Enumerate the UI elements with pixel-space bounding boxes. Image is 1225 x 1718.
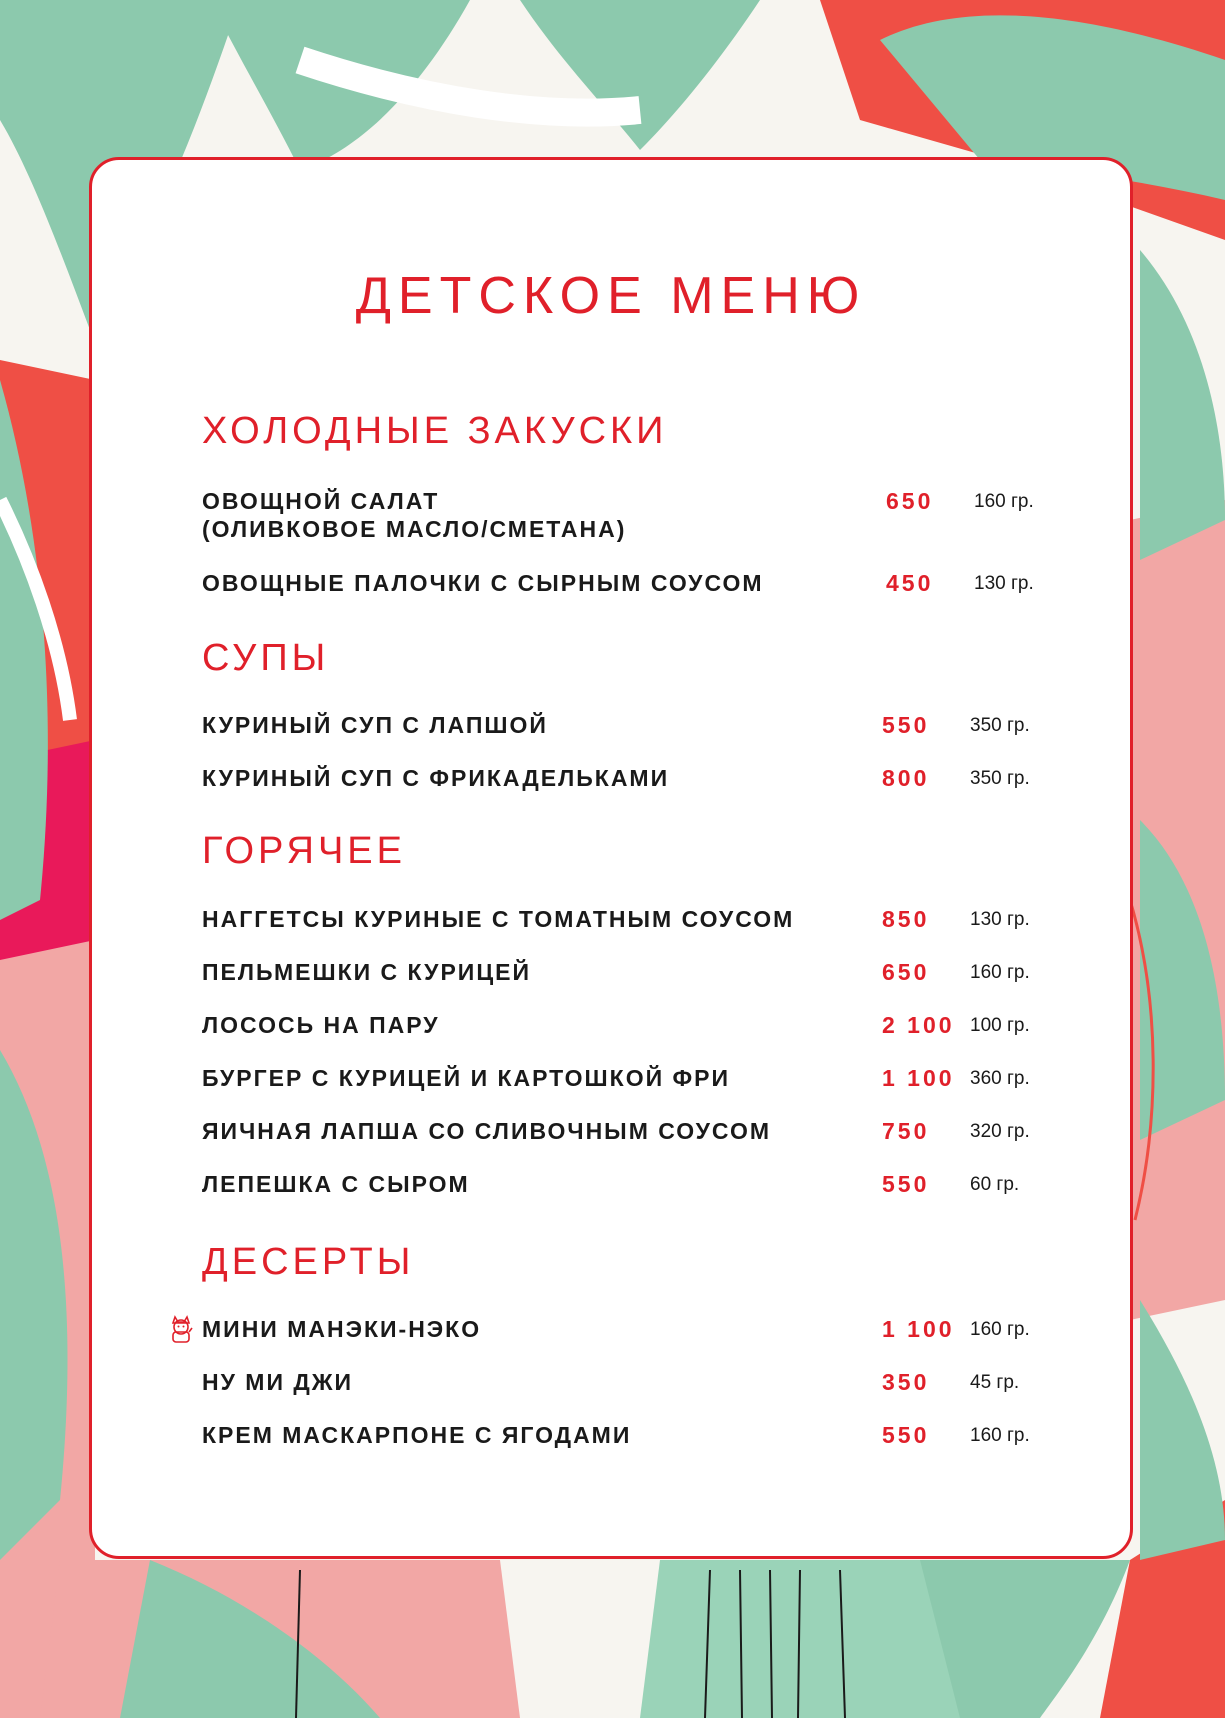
menu-item-name: ЯИЧНАЯ ЛАПША СО СЛИВОЧНЫМ СОУСОМ [202, 1118, 771, 1144]
menu-item-price: 1 100 [882, 1316, 955, 1342]
menu-item-name: НАГГЕТСЫ КУРИНЫЕ С ТОМАТНЫМ СОУСОМ [202, 906, 795, 932]
menu-item-price: 650 [882, 959, 930, 985]
menu-item-weight: 45 гр. [970, 1372, 1020, 1393]
menu-item-price: 550 [882, 712, 930, 738]
menu-item-price: 850 [882, 906, 930, 932]
menu-item-name: ОВОЩНОЙ САЛАТ [202, 488, 440, 514]
menu-item [202, 1064, 1042, 1104]
menu-item-name: КРЕМ МАСКАРПОНЕ С ЯГОДАМИ [202, 1422, 632, 1448]
menu-item [202, 1011, 1042, 1051]
menu-item-weight: 360 гр. [970, 1068, 1030, 1089]
menu-item [202, 764, 1042, 804]
menu-item-weight: 100 гр. [970, 1015, 1030, 1036]
menu-item-name-line2: (ОЛИВКОВОЕ МАСЛО/СМЕТАНА) [202, 516, 627, 542]
menu-item-weight: 350 гр. [970, 768, 1030, 789]
menu-item-name: БУРГЕР С КУРИЦЕЙ И КАРТОШКОЙ ФРИ [202, 1065, 731, 1091]
menu-item [202, 1117, 1042, 1157]
menu-item-name: КУРИНЫЙ СУП С ЛАПШОЙ [202, 712, 548, 738]
menu-item [202, 1368, 1042, 1408]
menu-item-name: ОВОЩНЫЕ ПАЛОЧКИ С СЫРНЫМ СОУСОМ [202, 570, 764, 596]
menu-item-price: 550 [882, 1422, 930, 1448]
menu-item-price: 350 [882, 1369, 930, 1395]
section-title-hot-dishes: ГОРЯЧЕЕ [202, 830, 406, 872]
menu-item [202, 711, 1042, 751]
menu-item-weight: 160 гр. [970, 1319, 1030, 1340]
menu-title: ДЕТСКОЕ МЕНЮ [355, 267, 867, 325]
lucky-cat-icon [168, 1314, 194, 1344]
menu-item-price: 750 [882, 1118, 930, 1144]
menu-item [202, 569, 1042, 609]
menu-item-weight: 160 гр. [970, 1425, 1030, 1446]
menu-item-weight: 160 гр. [970, 962, 1030, 983]
menu-item [202, 905, 1042, 945]
menu-item-weight: 160 гр. [974, 491, 1034, 512]
menu-item-price: 550 [882, 1171, 930, 1197]
menu-item-weight: 350 гр. [970, 715, 1030, 736]
menu-item-name: МИНИ МАНЭКИ-НЭКО [202, 1316, 482, 1342]
menu-item [202, 1315, 1042, 1355]
menu-item-weight: 320 гр. [970, 1121, 1030, 1142]
section-title-soups: СУПЫ [202, 637, 330, 679]
menu-item-weight: 130 гр. [970, 909, 1030, 930]
menu-item-weight: 60 гр. [970, 1174, 1020, 1195]
menu-item [202, 1421, 1042, 1461]
menu-item-name: ЛЕПЕШКА С СЫРОМ [202, 1171, 470, 1197]
menu-item-price: 800 [882, 765, 930, 791]
menu-item-price: 450 [886, 570, 934, 596]
menu-item-price: 650 [886, 488, 934, 514]
section-title-desserts: ДЕСЕРТЫ [202, 1241, 415, 1283]
menu-item-weight: 130 гр. [974, 573, 1034, 594]
section-title-cold-appetizers: ХОЛОДНЫЕ ЗАКУСКИ [202, 410, 668, 452]
menu-item-price: 1 100 [882, 1065, 955, 1091]
menu-item-name: КУРИНЫЙ СУП С ФРИКАДЕЛЬКАМИ [202, 765, 670, 791]
menu-item [202, 958, 1042, 998]
menu-card [89, 157, 1133, 1559]
menu-item-name: НУ МИ ДЖИ [202, 1369, 354, 1395]
menu-item-name: ПЕЛЬМЕШКИ С КУРИЦЕЙ [202, 959, 532, 985]
menu-item-name: ЛОСОСЬ НА ПАРУ [202, 1012, 440, 1038]
menu-item [202, 1170, 1042, 1210]
menu-item-price: 2 100 [882, 1012, 955, 1038]
menu-item [202, 487, 1042, 545]
